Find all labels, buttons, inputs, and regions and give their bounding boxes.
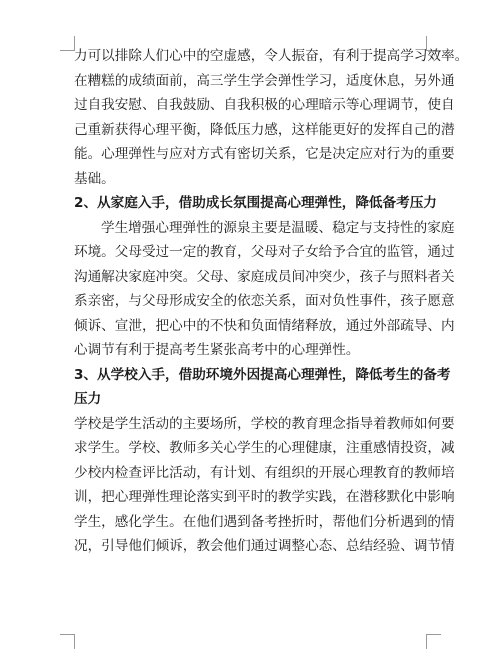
section-heading-3: 3、从学校入手，借助环境外因提高心理弹性，降低考生的备考 <box>74 366 451 383</box>
paragraph-line: 力可以排除人们心中的空虚感，令人振奋，有利于提高学习效率。 <box>74 48 469 64</box>
document-body <box>74 44 469 559</box>
paragraph-line: 沟通解决家庭冲突。父母、家庭成员间冲突少，孩子与照料者关 <box>74 268 455 285</box>
crop-mark-bottom-left <box>60 634 75 649</box>
paragraph-line: 在糟糕的成绩面前，高三学生学会弹性学习，适度休息，另外通 <box>74 72 455 89</box>
paragraph-line: 况，引导他们倾诉，教会他们通过调整心态、总结经验、调节情 <box>74 538 455 554</box>
paragraph-line: 己重新获得心理平衡，降低压力感，这样能更好的发挥自己的潜 <box>74 121 455 138</box>
paragraph-line: 过自我安慰、自我鼓励、自我积极的心理暗示等心理调节，使自 <box>74 97 455 113</box>
paragraph-line: 基础。 <box>74 170 115 187</box>
section-heading-3-continued: 压力 <box>74 391 102 407</box>
paragraph-line: 系亲密，与父母形成安全的依恋关系，面对负性事件，孩子愿意 <box>74 293 455 309</box>
paragraph-line: 环境。父母受过一定的教育，父母对子女给予合宜的监管，通过 <box>74 244 455 260</box>
paragraph-line: 倾诉、宣泄，把心中的不快和负面情绪释放，通过外部疏导、内 <box>74 317 455 334</box>
paragraph-line: 学生，感化学生。在他们遇到备考挫折时，帮他们分析遇到的情 <box>74 513 455 530</box>
paragraph-line: 训，把心理弹性理论落实到平时的教学实践，在潜移默化中影响 <box>74 489 455 505</box>
section-heading-2: 2、从家庭入手，借助成长氛围提高心理弹性，降低备考压力 <box>74 195 437 211</box>
paragraph-line: 心调节有利于提高考生紧张高考中的心理弹性。 <box>74 342 360 358</box>
crop-mark-bottom-right <box>426 634 441 649</box>
paragraph-line: 能。心理弹性与应对方式有密切关系，它是决定应对行为的重要 <box>74 146 455 162</box>
crop-mark-top-left <box>60 36 75 51</box>
paragraph-line: 少校内检查评比活动，有计划、有组织的开展心理教育的教师培 <box>74 464 455 481</box>
paragraph-line: 求学生。学校、教师多关心学生的心理健康，注重感情投资，减 <box>74 440 455 456</box>
paragraph-line: 学生增强心理弹性的源泉主要是温暖、稳定与支持性的家庭 <box>101 219 455 236</box>
paragraph-line: 学校是学生活动的主要场所，学校的教育理念指导着教师如何要 <box>74 415 455 432</box>
